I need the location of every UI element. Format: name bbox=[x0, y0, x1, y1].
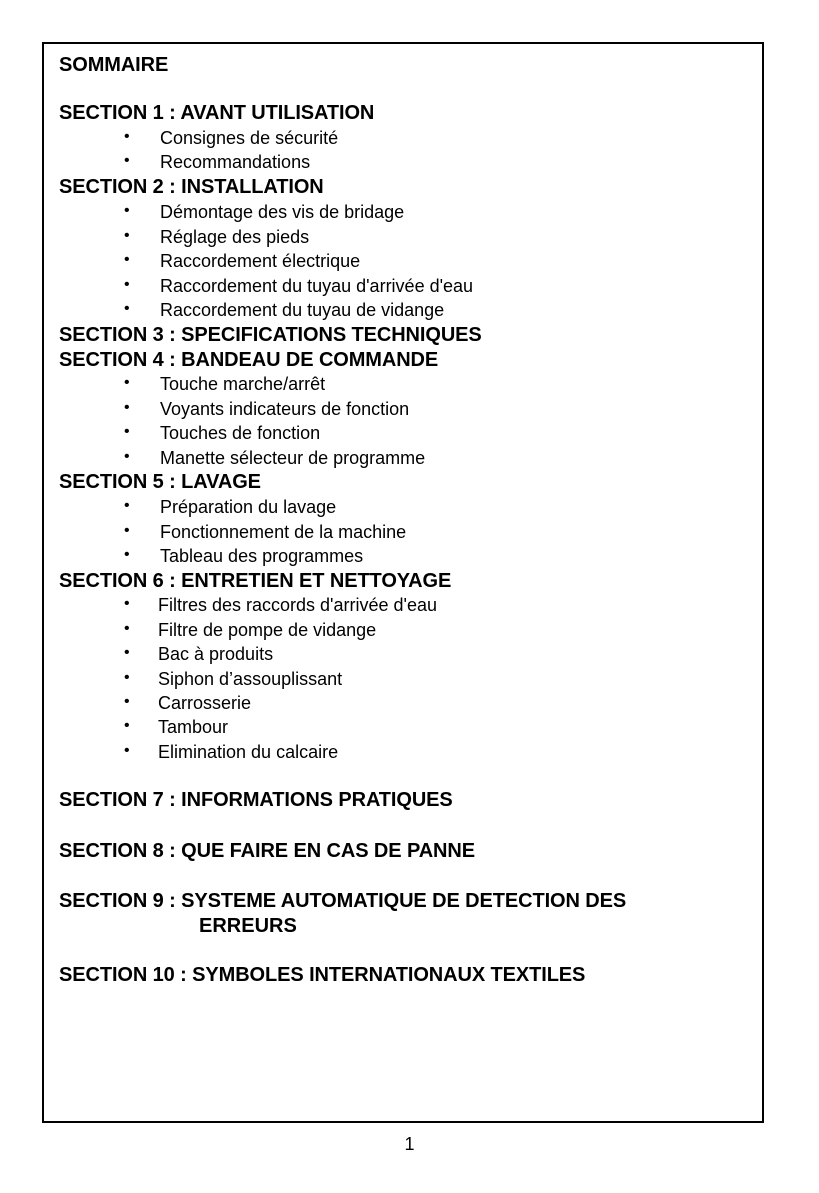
list-item-label: Touches de fonction bbox=[160, 423, 321, 443]
section-8-heading: SECTION 8 : QUE FAIRE EN CAS DE PANNE bbox=[59, 840, 475, 862]
section-9-heading-continuation: ERREURS bbox=[199, 915, 297, 937]
bullet-icon: • bbox=[124, 669, 130, 686]
list-item-label: Recommandations bbox=[160, 152, 311, 172]
bullet-icon: • bbox=[124, 620, 130, 637]
list-item-label: Filtre de pompe de vidange bbox=[158, 620, 377, 640]
list-item-label: Elimination du calcaire bbox=[158, 742, 339, 762]
list-item-label: Touche marche/arrêt bbox=[160, 374, 326, 394]
list-item-label: Voyants indicateurs de fonction bbox=[160, 399, 410, 419]
bullet-icon: • bbox=[124, 227, 130, 244]
list-item-label: Démontage des vis de bridage bbox=[160, 202, 405, 222]
section-7-heading: SECTION 7 : INFORMATIONS PRATIQUES bbox=[59, 789, 453, 811]
list-item-label: Raccordement du tuyau d'arrivée d'eau bbox=[160, 276, 474, 296]
list-item-label: Carrosserie bbox=[158, 693, 252, 713]
bullet-icon: • bbox=[124, 693, 130, 710]
section-6-heading: SECTION 6 : ENTRETIEN ET NETTOYAGE bbox=[59, 570, 452, 592]
bullet-icon: • bbox=[124, 522, 130, 539]
bullet-icon: • bbox=[124, 202, 130, 219]
list-item-label: Préparation du lavage bbox=[160, 497, 337, 517]
list-item-label: Tambour bbox=[158, 717, 229, 737]
bullet-icon: • bbox=[124, 448, 130, 465]
page-number: 1 bbox=[404, 1134, 415, 1154]
bullet-icon: • bbox=[124, 497, 130, 514]
section-1-heading: SECTION 1 : AVANT UTILISATION bbox=[59, 102, 375, 124]
list-item-label: Raccordement du tuyau de vidange bbox=[160, 300, 445, 320]
section-9-heading: SECTION 9 : SYSTEME AUTOMATIQUE DE DETECTION DES bbox=[59, 890, 627, 912]
list-item-label: Consignes de sécurité bbox=[160, 128, 339, 148]
bullet-icon: • bbox=[124, 644, 130, 661]
section-3-heading: SECTION 3 : SPECIFICATIONS TECHNIQUES bbox=[59, 324, 482, 346]
bullet-icon: • bbox=[124, 300, 130, 317]
bullet-icon: • bbox=[124, 152, 130, 169]
toc-title: SOMMAIRE bbox=[59, 54, 169, 76]
section-2-heading: SECTION 2 : INSTALLATION bbox=[59, 176, 324, 198]
bullet-icon: • bbox=[124, 595, 130, 612]
list-item-label: Filtres des raccords d'arrivée d'eau bbox=[158, 595, 437, 615]
list-item-label: Tableau des programmes bbox=[160, 546, 364, 566]
bullet-icon: • bbox=[124, 423, 130, 440]
list-item-label: Bac à produits bbox=[158, 644, 274, 664]
section-5-heading: SECTION 5 : LAVAGE bbox=[59, 471, 261, 493]
list-item-label: Siphon d’assouplissant bbox=[158, 669, 343, 689]
bullet-icon: • bbox=[124, 717, 130, 734]
bullet-icon: • bbox=[124, 546, 130, 563]
section-10-heading: SECTION 10 : SYMBOLES INTERNATIONAUX TEXTILES bbox=[59, 964, 586, 986]
list-item-label: Raccordement électrique bbox=[160, 251, 361, 271]
bullet-icon: • bbox=[124, 399, 130, 416]
bullet-icon: • bbox=[124, 276, 130, 293]
bullet-icon: • bbox=[124, 742, 130, 759]
bullet-icon: • bbox=[124, 374, 130, 391]
list-item-label: Réglage des pieds bbox=[160, 227, 310, 247]
bullet-icon: • bbox=[124, 251, 130, 268]
list-item-label: Fonctionnement de la machine bbox=[160, 522, 407, 542]
bullet-icon: • bbox=[124, 128, 130, 145]
section-4-heading: SECTION 4 : BANDEAU DE COMMANDE bbox=[59, 349, 439, 371]
list-item-label: Manette sélecteur de programme bbox=[160, 448, 426, 468]
